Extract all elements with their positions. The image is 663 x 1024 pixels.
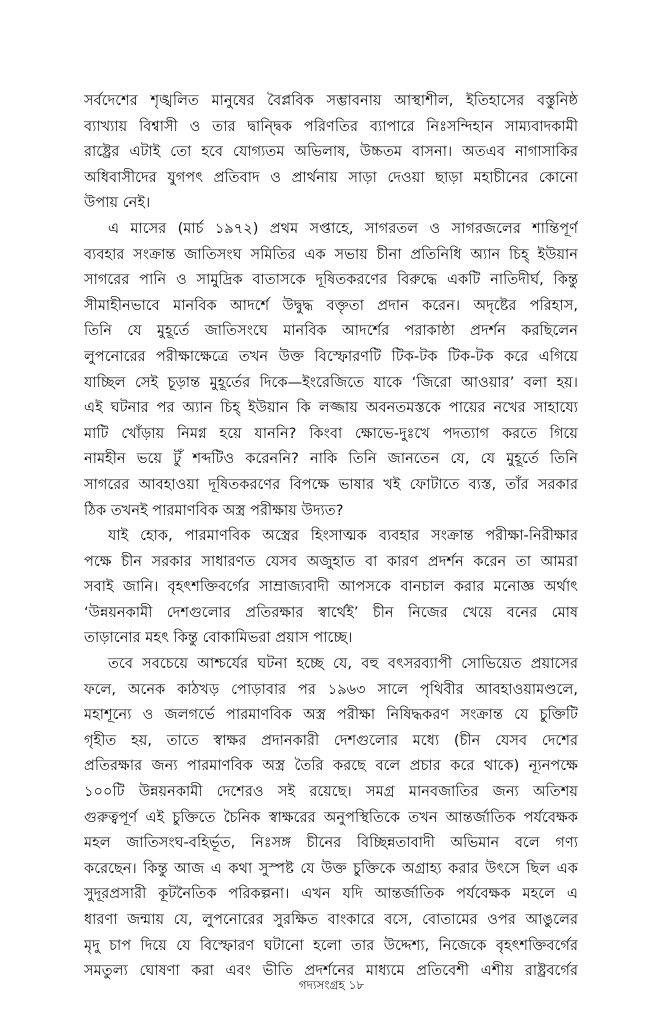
body-text [84, 88, 578, 984]
text-line: সুদূরপ্রসারী কূটনৈতিক পরিকল্পনা। এখন যদি আন্তর্জাতিক পর্যবেক্ষক মহলে এ [84, 885, 578, 903]
text-line: এ মাসের (মার্চ ১৯৭২) প্রথম সপ্তাহে, সাগরতল ও সাগরজলের শান্তিপূর্ণ [108, 219, 578, 237]
text-line: এই ঘটনার পর অ্যান চিহ্ ইউয়ান কি লজ্জায় অবনতমস্তকে পায়ের নখের সাহায্যে [84, 399, 578, 417]
text-line: মহল জাতিসংঘ-বহির্ভূত, নিঃসঙ্গ চীনের বিচ্ছিন্নতাবাদী অভিমান বলে গণ্য [84, 834, 578, 852]
text-line: গৃহীত হয়, তাতে স্বাক্ষর প্রদানকারী দেশগুলোর মধ্যে (চীন যেসব দেশের [84, 731, 578, 749]
text-line: ঠিক তখনই পারমাণবিক অস্ত্র পরীক্ষায় উদ্যত? [84, 501, 344, 519]
text-line: তবে সবচেয়ে আশ্চর্যের ঘটনা হচ্ছে যে, বহু বৎসরব্যাপী সোভিয়েত প্রয়াসের [108, 655, 578, 673]
paragraph-1 [84, 88, 578, 216]
text-line: সবাই জানি। বৃহৎশক্তিবর্গের সাম্রাজ্যবাদী আপসকে বানচাল করার মনোজ্ঞ অর্থাৎ [84, 578, 578, 596]
text-line: মহাশূন্যে ও জলগর্ভে পারমাণবিক অস্ত্র পরীক্ষা নিষিদ্ধকরণ সংক্রান্ত যে চুক্তিটি [84, 706, 578, 724]
paragraph-2 [84, 216, 578, 523]
text-line: সাগরের পানি ও সামুদ্রিক বাতাসকে দূষিতকরণের বিরুদ্ধে একটি নাতিদীর্ঘ, কিন্তু [84, 271, 578, 289]
text-line: সর্বদেশের শৃঙ্খলিত মানুষের বৈপ্লবিক সম্ভাবনায় আস্থাশীল, ইতিহাসের বস্তুনিষ্ঠ [84, 92, 578, 109]
text-line: অধিবাসীদের যুগপৎ প্রতিবাদ ও প্রার্থনায় সাড়া দেওয়া ছাড়া মহাচীনের কোনো [84, 168, 578, 186]
text-line: করেছেন। কিন্তু আজ এ কথা সুস্পষ্ট যে উক্ত চুক্তিকে অগ্রাহ্য করার উৎসে ছিল এক [84, 859, 578, 877]
text-line: ফলে, অনেক কাঠখড় পোড়াবার পর ১৯৬৩ সালে পৃথিবীর আবহাওয়ামণ্ডলে, [84, 680, 578, 698]
text-line: প্রতিরক্ষার জন্য পারমাণবিক অস্ত্র তৈরি করছে বলে প্রচার করে থাকে) ন্যূনপক্ষে [84, 757, 578, 775]
paragraph-3 [84, 523, 578, 651]
text-line: সাগরের আবহাওয়া দূষিতকরণের বিপক্ষে ভাষার খই ফোটাতে ব্যস্ত, তাঁর সরকার [84, 475, 578, 493]
text-line: ব্যবহার সংক্রান্ত জাতিসংঘ সমিতির এক সভায় চীনা প্রতিনিধি অ্যান চিহ্ ইউয়ান [84, 245, 578, 263]
text-line: তিনি যে মুহূর্তে জাতিসংঘে মানবিক আদর্শের পরাকাষ্ঠা প্রদর্শন করছিলেন [84, 322, 578, 340]
text-line: যাচ্ছিল সেই চূড়ান্ত মুহূর্তের দিকে—ইংরেজিতে যাকে ‘জিরো আওয়ার’ বলা হয়। [84, 373, 578, 391]
text-line: ব্যাখ্যায় বিশ্বাসী ও তার দ্বান্দ্বিক পরিণতির ব্যাপারে নিঃসন্দিহান সাম্যবাদকামী [84, 117, 578, 135]
text-line: ধারণা জন্মায় যে, লুপনোরের সুরক্ষিত বাংকারে বসে, বোতামের ওপর আঙুলের [84, 911, 578, 928]
page-footer: গদ্যসংগ্রহ ১৮ [298, 978, 365, 992]
text-line: রাষ্ট্রের এটাই তো হবে যোগ্যতম অভিলাষ, উচ্চতম বাসনা। অতএব নাগাসাকির [84, 143, 578, 161]
text-line: মৃদু চাপ দিয়ে যে বিস্ফোরণ ঘটানো হলো তার উদ্দেশ্য, নিজেকে বৃহৎশক্তিবর্গের [84, 936, 578, 954]
paragraph-4 [84, 651, 578, 984]
text-line: উপায় নেই। [84, 194, 151, 212]
text-line: যাই হোক, পারমাণবিক অস্ত্রের হিংসাত্মক ব্যবহার সংক্রান্ত পরীক্ষা-নিরীক্ষার [108, 527, 578, 545]
text-line: তাড়ানোর মহৎ কিন্তু বোকামিভরা প্রয়াস পাচ্ছে। [84, 629, 353, 647]
text-line: নামহীন ভয়ে টুঁ শব্দটিও করেননি? নাকি তিনি জানতেন যে, যে মুহূর্তে তিনি [84, 450, 578, 468]
text-line: পক্ষে চীন সরকার সাধারণত যেসব অজুহাত বা কারণ প্রদর্শন করেন তা আমরা [84, 552, 578, 570]
text-line: ‘উন্নয়নকামী দেশগুলোর প্রতিরক্ষার স্বার্থেই’ চীন নিজের খেয়ে বনের মোষ [84, 603, 578, 621]
text-line: সীমাহীনভাবে মানবিক আদর্শে উদ্বুদ্ধ বক্তৃতা প্রদান করেন। অদৃষ্টের পরিহাস, [84, 296, 578, 314]
text-line: গুরুত্বপূর্ণ এই চুক্তিতে চৈনিক স্বাক্ষরের অনুপস্থিতিকে তখন আন্তর্জাতিক পর্যবেক্ষক [84, 808, 578, 826]
text-line: মাটি খোঁড়ায় নিমগ্ন হয়ে যাননি? কিংবা ক্ষোভে-দুঃখে পদত্যাগ করতে গিয়ে [84, 424, 578, 442]
text-line: ১০০টি উন্নয়নকামী দেশেরও সই রয়েছে। সমগ্র মানবজাতির জন্য অতিশয় [84, 783, 578, 801]
text-line: সমতুল্য ঘোষণা করা এবং ভীতি প্রদর্শনের মাধ্যমে প্রতিবেশী এশীয় রাষ্ট্রবর্গের [84, 962, 578, 980]
text-line: লুপনোরের পরীক্ষাক্ষেত্রে তখন উক্ত বিস্ফোরণটি টিক-টক টিক-টক করে এগিয়ে [84, 347, 578, 365]
